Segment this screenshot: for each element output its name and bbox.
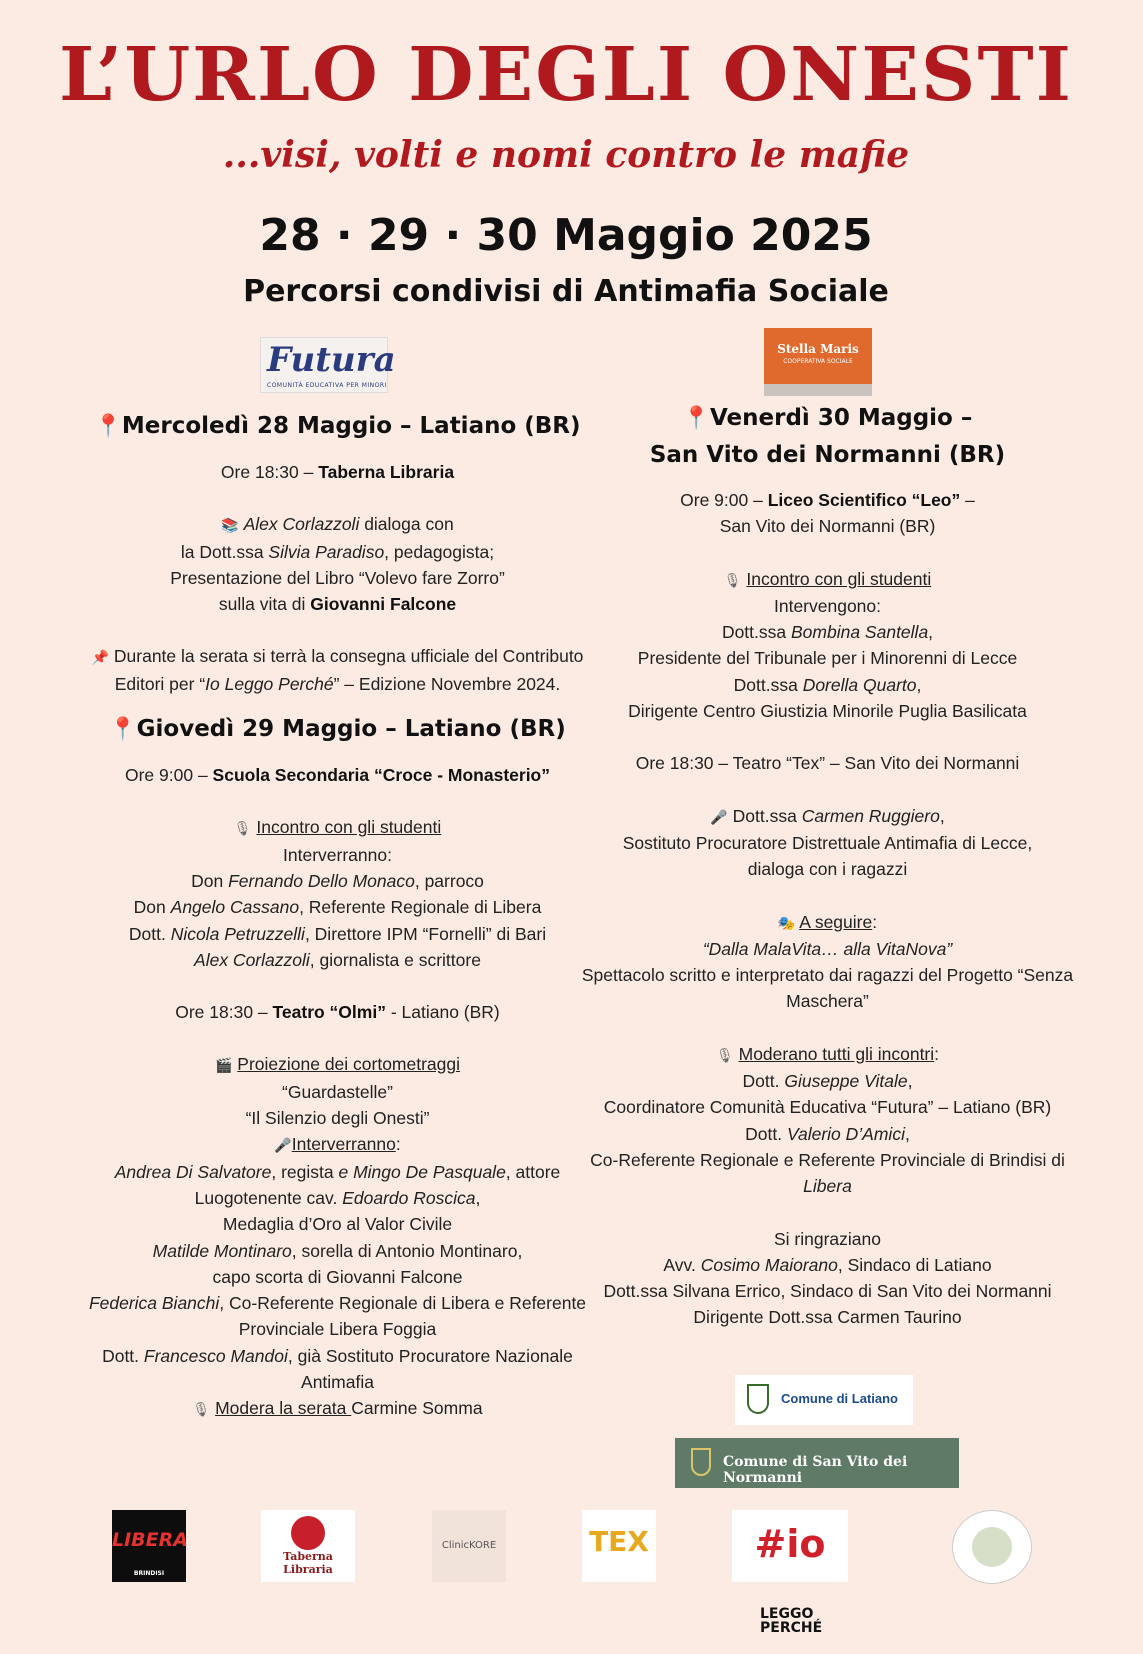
libera-logo-sub: BRINDISI	[133, 1570, 165, 1577]
day2-speaker4: Alex Corlazzoli, giornalista e scrittore	[194, 949, 481, 970]
event-subtitle: ...visi, volti e nomi contro le mafie	[222, 134, 910, 176]
day3-intervengono: Intervengono:	[773, 595, 882, 616]
pin-icon: 📍	[682, 406, 711, 431]
day2-moderator: 🎙 Modera la serata Carmine Somma	[192, 1398, 483, 1419]
futura-logo	[260, 337, 396, 393]
day3-r4: Dirigente Centro Giustizia Minorile Puglia Basilicata	[628, 701, 1027, 722]
day3-c2: Sostituto Procuratore Distrettuale Antimafia di Lecce,	[622, 832, 1033, 853]
stella-maris-logo	[764, 328, 872, 396]
day2-speaker3: Dott. Nicola Petruzzelli, Direttore IPM “Fornelli” di Bari	[128, 923, 547, 944]
left-column	[40, 400, 635, 1423]
day3-moderate: 🎙 Moderano tutti gli incontri:	[715, 1043, 940, 1064]
event-title: L’URLO DEGLI ONESTI	[58, 32, 1074, 118]
day1-title: 📍Mercoledì 28 Maggio – Latiano (BR)	[94, 413, 581, 439]
thanks-heading: Si ringraziano	[774, 1228, 881, 1249]
stella-maris-sub: COOPERATIVA SOCIALE	[783, 358, 853, 365]
day2-p5: capo scorta di Giovanni Falcone	[212, 1266, 463, 1287]
libera-logo-text: LIBERA	[112, 1529, 188, 1551]
thanks-3: Dirigente Dott.ssa Carmen Taurino	[693, 1307, 962, 1328]
day3-c1: 🎤 Dott.ssa Carmen Ruggiero,	[710, 805, 945, 826]
clinic-logo-text: ClinicKORE	[441, 1540, 497, 1551]
day1-line1: 📚 Alex Corlazzoli dialoga con	[221, 514, 454, 535]
day3-show2: Maschera”	[786, 991, 869, 1012]
latiano-logo-text: Comune di Latiano	[781, 1391, 898, 1406]
day2-speaker2: Don Angelo Cassano, Referente Regionale di Libera	[133, 897, 542, 918]
pin-icon: 📍	[109, 717, 137, 743]
day1-line3: Presentazione del Libro “Volevo fare Zorro”	[170, 567, 505, 588]
libera-logo	[112, 1510, 186, 1582]
day3-m2: Coordinatore Comunità Educativa “Futura” – Latiano (BR)	[603, 1097, 1052, 1118]
day2-interverranno2: 🎤Interverranno:	[274, 1134, 401, 1155]
day3-title-line2: San Vito dei Normanni (BR)	[649, 442, 1006, 468]
day3-m3: Dott. Valerio D’Amici,	[745, 1123, 910, 1144]
taberna-logo-text: Taberna Libraria	[283, 1550, 333, 1576]
day2-interverranno: Interverranno:	[283, 844, 392, 865]
book-icon	[291, 1516, 325, 1550]
comune-latiano-logo	[735, 1375, 913, 1425]
thanks-1: Avv. Cosimo Maiorano, Sindaco di Latiano	[663, 1254, 992, 1275]
day2-p7: Provinciale Libera Foggia	[238, 1319, 437, 1340]
taberna-libraria-logo	[261, 1510, 355, 1582]
right-column	[560, 400, 1095, 1331]
io-leggo-perche-logo	[732, 1510, 848, 1636]
day1-time: Ore 18:30 – Taberna Libraria	[220, 462, 455, 482]
day2-film2: “Il Silenzio degli Onesti”	[245, 1108, 430, 1129]
futura-logo-sub: COMUNITÀ EDUCATIVA PER MINORI	[267, 382, 387, 389]
latiano-crest-icon	[747, 1384, 769, 1414]
pushpin-icon: 📌	[91, 649, 110, 666]
day3-c3: dialoga con i ragazzi	[747, 859, 908, 880]
day2-p1: Andrea Di Salvatore, regista e Mingo De Pasquale, attore	[114, 1161, 561, 1182]
pin-icon: 📍	[94, 414, 122, 439]
day2-time2: Ore 18:30 – Teatro “Olmi” - Latiano (BR)	[175, 1002, 500, 1023]
day3-show-title: “Dalla MalaVita… alla VitaNova”	[702, 938, 953, 959]
day3-show1: Spettacolo scritto e interpretato dai ragazzi del Progetto “Senza	[581, 965, 1074, 986]
day2-film1: “Guardastelle”	[282, 1081, 393, 1102]
day2-p8: Dott. Francesco Mandoi, già Sostituto Procuratore Nazionale	[102, 1345, 573, 1366]
thanks-2: Dott.ssa Silvana Errico, Sindaco di San Vito dei Normanni	[603, 1281, 1052, 1302]
comune-sanvito-logo	[675, 1438, 959, 1488]
microphone-icon: 🎙	[192, 1401, 211, 1418]
sanvito-logo-text: Comune di San Vito dei Normanni	[723, 1454, 908, 1486]
tex-logo	[582, 1510, 656, 1582]
day3-m5: Libera	[803, 1176, 852, 1197]
day3-time2: Ore 18:30 – Teatro “Tex” – San Vito dei Normanni	[635, 753, 1020, 774]
clinickore-logo	[432, 1510, 506, 1582]
day3-m1: Dott. Giuseppe Vitale,	[742, 1071, 913, 1092]
day2-speaker1: Don Fernando Dello Monaco, parroco	[191, 870, 484, 891]
day3-r2: Presidente del Tribunale per i Minorenni di Lecce	[637, 648, 1018, 669]
microphone-icon: 🎙	[715, 1046, 734, 1063]
day2-projection: 🎬 Proiezione dei cortometraggi	[214, 1054, 461, 1075]
stella-maris-name: Stella Maris	[777, 342, 859, 356]
sanvito-crest-icon	[691, 1448, 711, 1476]
day2-p2: Luogotenente cav. Edoardo Roscica,	[194, 1187, 481, 1208]
day2-p3: Medaglia d’Oro al Valor Civile	[222, 1214, 453, 1235]
day2-time1: Ore 9:00 – Scuola Secondaria “Croce - Monasterio”	[124, 765, 550, 786]
day1-line4: sulla vita di Giovanni Falcone	[218, 594, 457, 615]
ioleggo-hash: #io	[754, 1522, 826, 1566]
day3-follow: 🎭 A seguire:	[777, 911, 878, 932]
day3-r3: Dott.ssa Dorella Quarto,	[733, 674, 922, 695]
event-tagline: Percorsi condivisi di Antimafia Sociale	[243, 274, 889, 309]
day1-line6: Editori per “Io Leggo Perché” – Edizione Novembre 2024.	[114, 673, 561, 694]
day2-meeting: 🎙 Incontro con gli studenti	[233, 817, 442, 838]
futura-logo-word: Futura	[267, 340, 396, 380]
day1-line2: la Dott.ssa Silvia Paradiso, pedagogista;	[180, 541, 495, 562]
microphone-icon: 🎤	[710, 808, 728, 825]
tex-logo-text: TEX	[589, 1525, 649, 1558]
day2-p9: Antimafia	[301, 1372, 374, 1393]
partner-seal-logo	[952, 1510, 1032, 1584]
day3-r1: Dott.ssa Bombina Santella,	[721, 622, 934, 643]
day3-venue1-loc: San Vito dei Normanni (BR)	[719, 516, 936, 537]
event-dates: 28 · 29 · 30 Maggio 2025	[259, 210, 873, 261]
stella-maris-strip	[764, 384, 872, 396]
day3-meeting: 🎙 Incontro con gli studenti	[723, 568, 932, 589]
day2-p6: Federica Bianchi, Co-Referente Regionale di Libera e Referente	[88, 1293, 587, 1314]
day1-line5: 📌 Durante la serata si terrà la consegna ufficiale del Contributo	[91, 646, 584, 667]
ioleggo-text: LEGGO PERCHÉ	[760, 1605, 823, 1636]
day3-m4: Co-Referente Regionale e Referente Provinciale di Brindisi di	[590, 1149, 1065, 1170]
day2-p4: Matilde Montinaro, sorella di Antonio Montinaro,	[152, 1240, 523, 1261]
microphone-icon: 🎙	[233, 820, 252, 837]
clapperboard-icon: 🎬	[214, 1057, 233, 1074]
microphone-icon: 🎙	[723, 571, 742, 588]
day3-time1: Ore 9:00 – Liceo Scientifico “Leo” –	[680, 490, 975, 510]
day2-title: 📍Giovedì 29 Maggio – Latiano (BR)	[109, 716, 566, 743]
day3-title-line1: 📍Venerdì 30 Maggio –	[682, 405, 973, 431]
microphone-icon: 🎤	[274, 1137, 292, 1154]
seal-icon	[972, 1527, 1012, 1567]
books-icon: 📚	[221, 517, 239, 534]
theater-masks-icon: 🎭	[777, 914, 796, 931]
